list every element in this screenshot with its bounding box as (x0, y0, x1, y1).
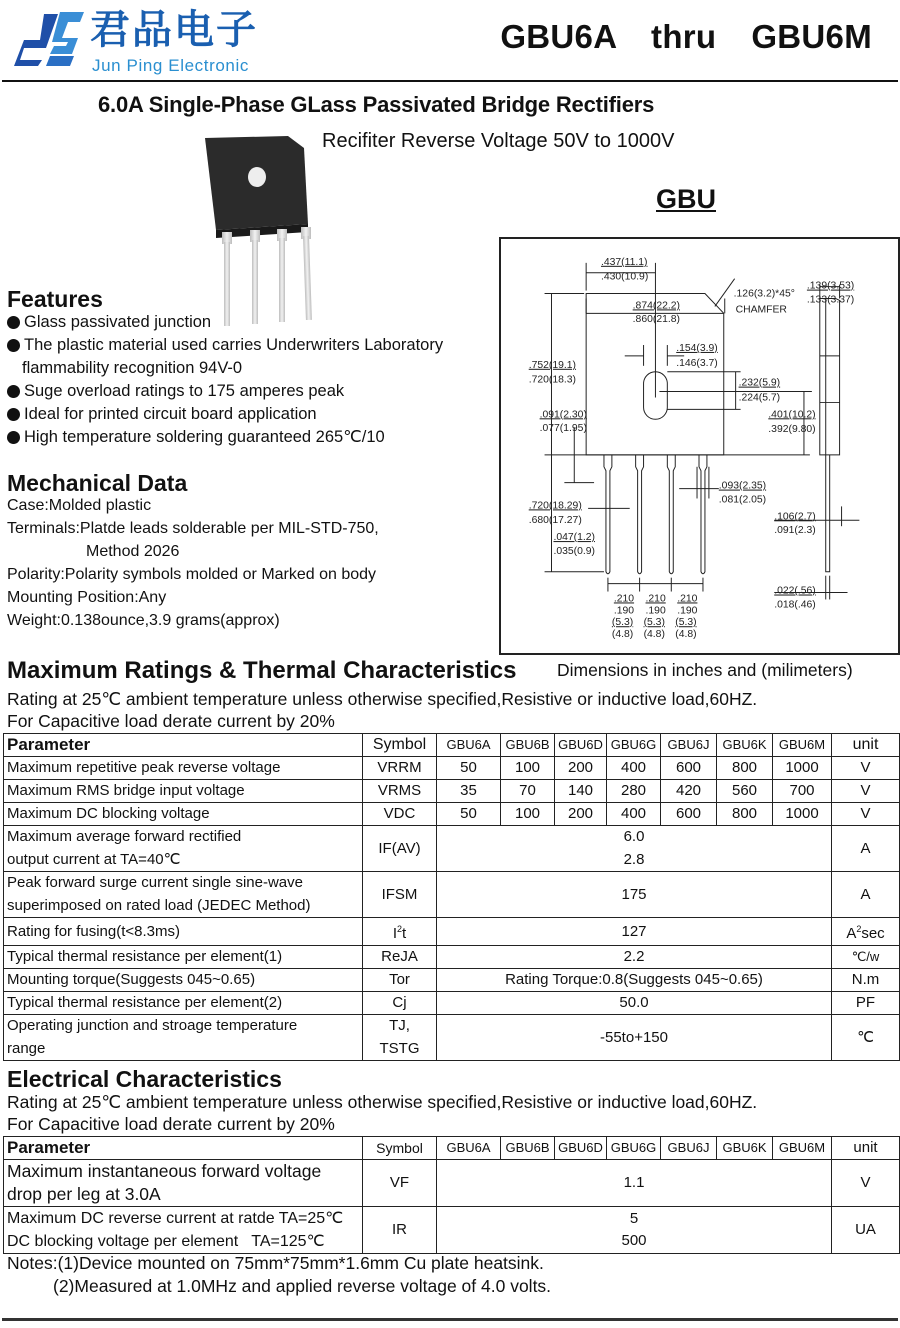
table-row (4, 872, 900, 918)
pitch-label: (4.8) (611, 629, 634, 641)
row-value: 1000 (773, 803, 832, 826)
package-label: GBU (656, 184, 716, 214)
footer-divider (2, 1318, 898, 1321)
dim-label: CHAMFER (735, 304, 787, 316)
row-value: 127 (437, 918, 832, 946)
table-row (4, 1207, 900, 1254)
row-unit: V (832, 1160, 900, 1207)
row-unit: N.m (832, 969, 900, 992)
electrical-table (3, 1136, 900, 1254)
product-photo (200, 132, 320, 332)
header-unit: unit (832, 734, 900, 757)
row-value-line: 500 (621, 1232, 647, 1249)
dim-label: .139(3.53) (806, 280, 855, 292)
dim-label: .106(2.7) (774, 511, 816, 523)
product-subtitle: 6.0A Single-Phase GLass Passivated Bridge Rectifiers (98, 92, 655, 117)
row-unit: V (832, 780, 900, 803)
row-value: 100 (501, 757, 555, 780)
mech-item: Weight:0.138ounce,3.9 grams(approx) (7, 612, 280, 629)
pitch-labels (612, 593, 698, 640)
row-value: 600 (661, 803, 717, 826)
table-row (4, 826, 900, 872)
header-model: GBU6M (773, 734, 832, 757)
voltage-range: Recifiter Reverse Voltage 50V to 1000V (322, 130, 675, 152)
header-model: GBU6A (437, 734, 501, 757)
row-parameter (4, 826, 363, 872)
dim-label: .133(3.37) (806, 294, 855, 306)
table-row (4, 1015, 900, 1061)
table-header-row (4, 734, 900, 757)
pitch-label: .190 (645, 605, 666, 617)
brand-logo-icon (14, 8, 86, 70)
mech-item-continued: Method 2026 (86, 543, 180, 560)
dim-label: .392(9.80) (768, 424, 816, 436)
row-value: Rating Torque:0.8(Suggests 045~0.65) (437, 969, 832, 992)
row-value: 200 (555, 803, 607, 826)
row-value-line: 2.8 (623, 850, 645, 868)
row-parameter-line: output current at TA=40℃ (7, 850, 181, 868)
feature-item: Suge overload ratings to 175 amperes peak (7, 380, 477, 403)
row-parameter: Typical thermal resistance per element(1) (4, 946, 363, 969)
dim-label: .401(10.2) (768, 409, 816, 421)
row-parameter: Typical thermal resistance per element(2) (4, 992, 363, 1015)
row-value-line: 6.0 (623, 828, 645, 845)
dim-label: .224(5.7) (738, 392, 781, 404)
table-row (4, 757, 900, 780)
dim-label: .232(5.9) (738, 377, 781, 389)
dim-label: .035(0.9) (553, 545, 596, 557)
mech-item: Terminals:Platde leads solderable per MIL-STD-750, (7, 520, 379, 537)
pitch-label: .210 (645, 593, 666, 605)
pitch-label: (5.3) (675, 617, 697, 629)
pitch-label: (4.8) (643, 629, 665, 641)
table-row (4, 992, 900, 1015)
row-unit: V (832, 757, 900, 780)
header-model: GBU6D (555, 1137, 607, 1160)
row-unit: ℃ (832, 1015, 900, 1061)
dim-label: .091(2.3) (774, 525, 816, 537)
row-value: 2.2 (437, 946, 832, 969)
electrical-note-1: Rating at 25℃ ambient temperature unless otherwise specified,Resistive or inductive load,60HZ. (7, 1092, 758, 1112)
header-unit: unit (832, 1137, 900, 1160)
dim-label: .752(19.1) (528, 359, 577, 371)
table-row (4, 803, 900, 826)
max-ratings-table (3, 733, 900, 1061)
header-model: GBU6J (661, 1137, 717, 1160)
dim-label: .437(11.1) (600, 256, 648, 268)
row-parameter: Mounting torque(Suggests 045~0.65) (4, 969, 363, 992)
row-parameter: Maximum RMS bridge input voltage (4, 780, 363, 803)
dimensions-note: Dimensions in inches and (milimeters) (557, 660, 853, 680)
row-value: 50.0 (437, 992, 832, 1015)
features-heading: Features (7, 286, 103, 312)
row-symbol: IF(AV) (363, 826, 437, 872)
dim-label: .154(3.9) (676, 342, 718, 354)
mech-item: Mounting Position:Any (7, 589, 167, 606)
mechanical-heading: Mechanical Data (7, 470, 188, 496)
row-parameter-line: Maximum instantaneous forward voltage (7, 1161, 322, 1181)
row-symbol: TJ, TSTG (363, 1015, 437, 1061)
header-symbol: Symbol (363, 734, 437, 757)
row-symbol: VF (363, 1160, 437, 1207)
row-symbol: VRRM (363, 757, 437, 780)
row-parameter (4, 1015, 363, 1061)
footnotes (7, 1252, 551, 1298)
pitch-label: .190 (613, 605, 635, 617)
row-symbol: VDC (363, 803, 437, 826)
feature-item: Ideal for printed circuit board application (7, 403, 477, 426)
row-parameter-line: DC blocking voltage per element TA=125℃ (7, 1233, 325, 1250)
feature-item: The plastic material used carries Underwriters Laboratory (7, 334, 477, 357)
pitch-label: (4.8) (675, 629, 697, 641)
dimension-labels (529, 257, 854, 611)
row-value (437, 1207, 832, 1254)
row-value: 600 (661, 757, 717, 780)
dim-label: .430(10.9) (600, 271, 649, 283)
row-parameter (4, 1207, 363, 1254)
row-parameter-line: range (7, 1039, 46, 1057)
dim-label: .047(1.2) (553, 532, 596, 544)
table-row (4, 780, 900, 803)
pitch-label: (5.3) (611, 617, 634, 629)
electrical-note-2: For Capacitive load derate current by 20% (7, 1114, 335, 1134)
row-parameter-line: Maximum DC reverse current at ratde TA=25℃ (7, 1210, 344, 1227)
row-value (437, 826, 832, 872)
dim-label: .680(17.27) (528, 515, 582, 527)
table-header-row (4, 1137, 900, 1160)
header-symbol: Symbol (363, 1137, 437, 1160)
row-unit: ℃/w (832, 946, 900, 969)
dim-label: .720(18.3) (528, 374, 577, 386)
brand-name-en: Jun Ping Electronic (92, 56, 249, 75)
header-model: GBU6J (661, 734, 717, 757)
row-parameter-line: Operating junction and stroage temperature (7, 1017, 298, 1034)
row-value: 700 (773, 780, 832, 803)
table-row (4, 918, 900, 946)
header-model: GBU6A (437, 1137, 501, 1160)
header-model: GBU6B (501, 1137, 555, 1160)
row-symbol: ReJA (363, 946, 437, 969)
dim-label: .126(3.2)*45° (733, 288, 795, 300)
row-parameter (4, 1160, 363, 1207)
brand-name-cn: 君品电子 (90, 7, 258, 53)
feature-item: Glass passivated junction (7, 311, 477, 334)
row-unit: UA (832, 1207, 900, 1254)
row-parameter-line: drop per leg at 3.0A (7, 1184, 161, 1204)
feature-item: High temperature soldering guaranteed 265℃/10 (7, 426, 477, 449)
row-unit: V (832, 803, 900, 826)
row-symbol: IFSM (363, 872, 437, 918)
row-parameter-line: Maximum average forward rectified (7, 828, 242, 845)
row-value: 70 (501, 780, 555, 803)
row-unit: PF (832, 992, 900, 1015)
row-value: 800 (717, 757, 773, 780)
row-unit: $A^2\sec$ (832, 918, 900, 946)
dim-label: .720(18.29) (528, 500, 582, 512)
row-symbol: Tor (363, 969, 437, 992)
row-value: 175 (437, 872, 832, 918)
row-value: 560 (717, 780, 773, 803)
row-value: 100 (501, 803, 555, 826)
header-parameter: Parameter (4, 734, 363, 757)
dim-label: .022(.56) (774, 585, 816, 597)
mechanical-list (7, 494, 379, 632)
pitch-label: .210 (613, 593, 635, 605)
row-value: 50 (437, 803, 501, 826)
row-parameter-line: superimposed on rated load (JEDEC Method) (7, 896, 311, 914)
row-parameter (4, 872, 363, 918)
dim-label: .077(1.95) (539, 423, 587, 435)
electrical-heading: Electrical Characteristics (7, 1066, 282, 1092)
row-value: 140 (555, 780, 607, 803)
header-model: GBU6G (607, 1137, 661, 1160)
row-unit: A (832, 872, 900, 918)
row-symbol: Cj (363, 992, 437, 1015)
row-value: 800 (717, 803, 773, 826)
part-range-title: GBU6A thru GBU6M (500, 18, 872, 55)
footnote-1: Notes:(1)Device mounted on 75mm*75mm*1.6mm Cu plate heatsink. (7, 1253, 544, 1273)
header-model: GBU6M (773, 1137, 832, 1160)
pitch-label: .190 (677, 605, 698, 617)
row-value: 50 (437, 757, 501, 780)
table-row (4, 1160, 900, 1207)
features-list (7, 311, 477, 449)
package-dimension-drawing (499, 237, 900, 655)
dim-label: .091(2.30) (539, 409, 587, 421)
dim-label: .860(21.8) (632, 314, 680, 326)
mech-item: Case:Molded plastic (7, 497, 152, 514)
header-model: GBU6K (717, 1137, 773, 1160)
row-parameter: Maximum repetitive peak reverse voltage (4, 757, 363, 780)
row-parameter-line: Peak forward surge current single sine-wave (7, 874, 303, 891)
table-row (4, 969, 900, 992)
row-symbol: $I^2t$ (363, 918, 437, 946)
row-value: 400 (607, 757, 661, 780)
row-symbol: IR (363, 1207, 437, 1254)
header-model: GBU6B (501, 734, 555, 757)
row-parameter: Maximum DC blocking voltage (4, 803, 363, 826)
row-value: 420 (661, 780, 717, 803)
header-divider (2, 80, 898, 82)
row-value: 400 (607, 803, 661, 826)
header-model: GBU6G (607, 734, 661, 757)
row-value: 280 (607, 780, 661, 803)
header-parameter: Parameter (4, 1137, 363, 1160)
row-value: -55to+150 (437, 1015, 832, 1061)
row-value: 1.1 (437, 1160, 832, 1207)
pitch-label: (5.3) (643, 617, 665, 629)
row-symbol: VRMS (363, 780, 437, 803)
mech-item: Polarity:Polarity symbols molded or Marked on body (7, 566, 377, 583)
dim-label: .874(22.2) (632, 300, 680, 312)
row-value: 200 (555, 757, 607, 780)
dim-label: .081(2.05) (718, 494, 767, 506)
row-value: 35 (437, 780, 501, 803)
header-model: GBU6D (555, 734, 607, 757)
max-ratings-heading: Maximum Ratings & Thermal Characteristics (7, 657, 517, 684)
table-row (4, 946, 900, 969)
row-value-line: 5 (629, 1209, 639, 1227)
max-ratings-note-1: Rating at 25℃ ambient temperature unless otherwise specified,Resistive or inductive load,60HZ. (7, 689, 758, 709)
dim-label: .146(3.7) (676, 357, 718, 369)
row-unit: A (832, 826, 900, 872)
feature-item-continued: flammability recognition 94V-0 (22, 359, 243, 377)
dim-label: .093(2.35) (718, 480, 767, 492)
pitch-label: .210 (677, 593, 698, 605)
footnote-2: (2)Measured at 1.0MHz and applied reverse voltage of 4.0 volts. (53, 1276, 552, 1296)
row-parameter: Rating for fusing(t<8.3ms) (4, 918, 363, 946)
row-value: 1000 (773, 757, 832, 780)
max-ratings-note-2: For Capacitive load derate current by 20% (7, 711, 335, 731)
header-model: GBU6K (717, 734, 773, 757)
dim-label: .018(.46) (774, 599, 816, 611)
